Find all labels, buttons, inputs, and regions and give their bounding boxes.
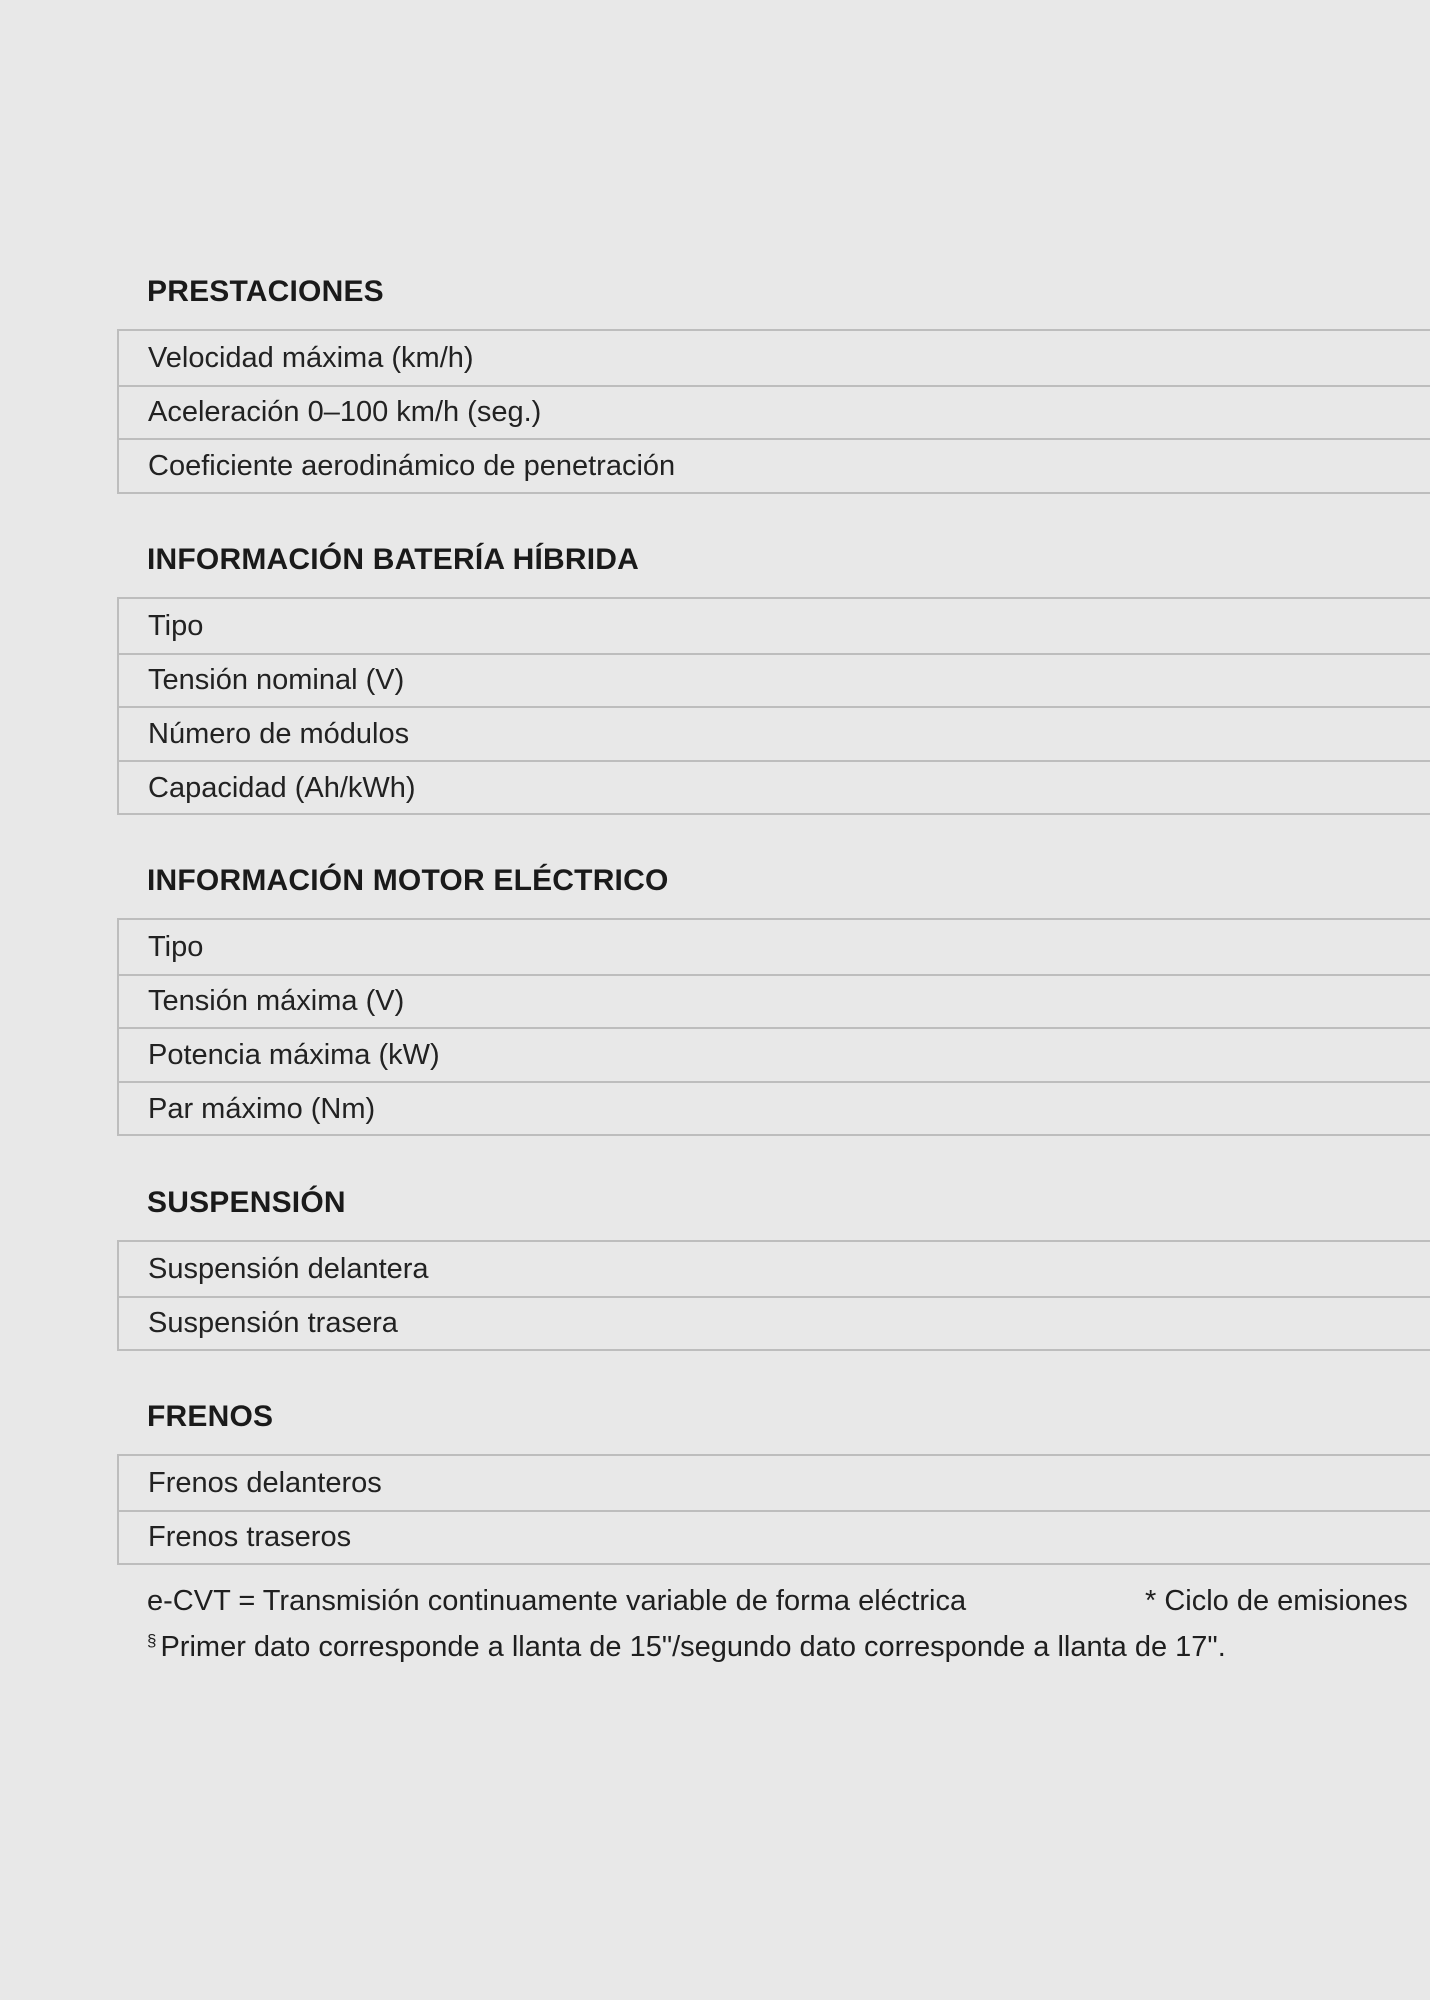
spec-label: Frenos delanteros — [148, 1466, 382, 1499]
spec-label: Tipo — [148, 930, 204, 963]
spec-table-bateria — [117, 597, 1430, 815]
spec-label: Tipo — [148, 609, 204, 642]
spec-label: Aceleración 0–100 km/h (seg.) — [148, 396, 542, 429]
spec-row — [119, 1242, 1430, 1296]
section-title-motor: INFORMACIÓN MOTOR ELÉCTRICO — [147, 864, 669, 897]
footnote-ecvt: e-CVT = Transmisión continuamente variable de forma eléctrica — [147, 1585, 967, 1617]
spec-row — [119, 974, 1430, 1028]
spec-row — [119, 438, 1430, 492]
footnote-llanta-text: Primer dato corresponde a llanta de 15"/segundo dato corresponde a llanta de 17". — [160, 1631, 1226, 1663]
section-sign: § — [147, 1631, 157, 1650]
spec-row — [119, 1081, 1430, 1135]
spec-label: Velocidad máxima (km/h) — [148, 341, 474, 374]
spec-label: Número de módulos — [148, 717, 410, 750]
spec-label: Tensión máxima (V) — [148, 985, 405, 1018]
spec-label: Suspensión delantera — [148, 1252, 429, 1285]
spec-table-prestaciones — [117, 329, 1430, 494]
spec-label: Potencia máxima (kW) — [148, 1038, 440, 1071]
spec-row — [119, 1510, 1430, 1564]
spec-label: Par máximo (Nm) — [148, 1092, 376, 1125]
spec-row — [119, 920, 1430, 974]
spec-row — [119, 599, 1430, 653]
spec-row — [119, 385, 1430, 439]
spec-label: Frenos traseros — [148, 1521, 352, 1554]
spec-label: Coeficiente aerodinámico de penetración — [148, 449, 676, 482]
spec-table-frenos — [117, 1454, 1430, 1565]
spec-row — [119, 1296, 1430, 1350]
footnote-llanta — [147, 1625, 1226, 1663]
spec-row — [119, 706, 1430, 760]
spec-row — [119, 1027, 1430, 1081]
spec-row — [119, 1456, 1430, 1510]
spec-row — [119, 653, 1430, 707]
spec-label: Tensión nominal (V) — [148, 664, 405, 697]
spec-row — [119, 760, 1430, 814]
section-title-frenos: FRENOS — [147, 1400, 274, 1433]
spec-label: Capacidad (Ah/kWh) — [148, 771, 416, 804]
footnote-ciclo-emisiones: * Ciclo de emisiones — [1145, 1585, 1408, 1617]
section-title-bateria: INFORMACIÓN BATERÍA HÍBRIDA — [147, 543, 640, 576]
spec-label: Suspensión trasera — [148, 1307, 398, 1340]
spec-table-suspension — [117, 1240, 1430, 1351]
section-title-prestaciones: PRESTACIONES — [147, 275, 384, 308]
spec-table-motor — [117, 918, 1430, 1136]
spec-row — [119, 331, 1430, 385]
section-title-suspension: SUSPENSIÓN — [147, 1186, 346, 1219]
